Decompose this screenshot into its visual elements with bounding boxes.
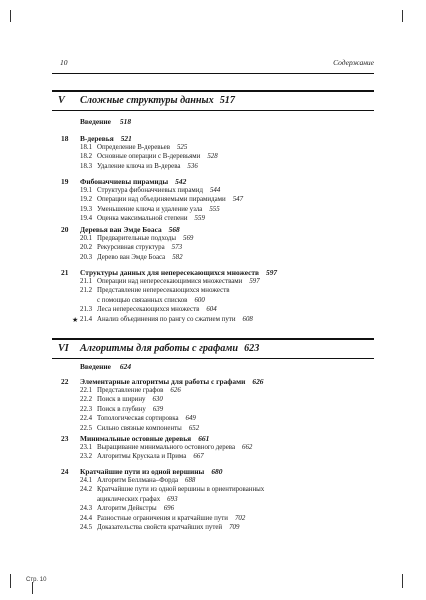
chapter-number: 19 [61,177,69,186]
section-title: Выращивание минимального остовного дерева [97,443,236,451]
section-entry [80,415,196,422]
section-page: 652 [188,424,200,432]
section-entry [80,287,236,294]
chapter-title: Минимальные остовные деревья [80,434,192,443]
part-title-text: Алгоритмы для работы с графами [80,343,239,354]
section-title: Поиск в глубину [97,405,146,413]
section-title: Представление графов [97,386,164,394]
section-entry [80,524,239,531]
chapter-page: 568 [168,225,180,234]
part-title [58,343,259,354]
section-number: 20.3 [80,253,93,261]
section-entry [80,444,252,451]
section-entry [80,406,163,413]
chapter-title: Структуры данных для непересекающихся множеств [80,268,260,277]
section-page: 555 [209,205,220,213]
section-number: 23.1 [80,443,93,451]
section-title: Алгоритм Беллмана–Форда [97,476,179,484]
section-title: Алгоритмы Крускала и Прима [97,453,187,460]
section-title: Структура фибоначчиевых пирамид [97,186,203,194]
section-page: 604 [206,306,217,313]
section-page: 649 [185,415,196,422]
chapter-heading [61,467,222,476]
chapter-title: Деревья ван Эмде Боаса [80,225,162,234]
section-number: 22.1 [80,386,93,394]
section-title: Дерево ван Эмде Боаса [97,253,166,261]
section-page: 559 [194,215,205,222]
crop-mark-bottom-left [10,574,11,588]
section-number: 18.3 [80,162,93,170]
chapter-number: 24 [61,467,69,476]
section-entry [80,515,245,522]
crop-mark-bottom-right [402,574,403,588]
section-title: Операции над объединяемыми пирамидами [97,196,226,203]
chapter-page: 521 [120,134,132,143]
part-rule-bottom [52,110,374,111]
page-number: 10 [60,58,68,67]
part-title [58,95,235,106]
section-page: 547 [232,196,244,203]
section-page: 569 [183,234,194,242]
chapter-page: 542 [175,177,187,186]
section-entry [80,278,260,285]
section-title: Представление непересекающихся множеств [97,287,230,294]
section-number: 22.2 [80,396,93,403]
running-title: Содержание [333,58,374,67]
section-entry [80,396,163,403]
section-entry [80,206,220,213]
section-title: Кратчайшие пути из одной вершины в ориентированных [97,486,265,493]
section-title: Поиск в ширину [97,396,146,403]
section-number: 21.2 [80,287,93,294]
section-number: 22.5 [80,424,93,432]
section-title: Оценка максимальной степени [97,215,188,222]
section-page: 536 [187,162,198,170]
chapter-page: 597 [266,268,278,277]
chapter-heading [61,225,180,234]
section-title: Доказательства свойств кратчайших путей [97,524,223,531]
chapter-number: 18 [61,134,69,143]
intro-entry [80,117,131,126]
section-entry-continuation [97,496,178,503]
section-entry [80,387,181,394]
section-number: 21.3 [80,306,93,313]
crop-mark-top-left [10,10,11,22]
chapter-title: Элементарные алгоритмы для работы с графами [80,377,246,386]
section-page: 626 [170,386,181,394]
part-rule-top [52,90,374,92]
section-entry [80,477,195,484]
section-entry [80,153,218,160]
section-page: 639 [152,405,164,413]
page-footer-label: Стр. 10 [26,577,47,583]
chapter-number: 20 [61,225,69,234]
section-number: 21.1 [80,277,93,285]
section-number: 24.4 [80,514,93,522]
section-entry [80,306,217,313]
section-entry [80,254,183,261]
section-number: 24.3 [80,505,93,512]
starred-section-marker: ★ [72,316,79,324]
chapter-page: 661 [198,434,210,443]
section-number: 19.4 [80,215,93,222]
section-entry-continuation [97,297,205,304]
section-number: 21.4 [80,315,93,323]
section-page: 525 [176,143,188,151]
section-page: 696 [163,505,175,512]
section-number: 19.3 [80,205,93,213]
section-entry [80,505,174,512]
section-title: Разностные ограничения и кратчайшие пути [97,514,228,522]
section-entry [80,215,205,222]
section-entry [80,187,220,194]
section-title: Анализ объединения по рангу со сжатием пути [97,315,236,323]
section-page: 662 [242,443,253,451]
section-page: 597 [249,277,260,285]
part-title-text: Сложные структуры данных [80,95,214,106]
section-entry [80,425,199,432]
section-number: 24.1 [80,476,93,484]
section-entry [80,163,198,170]
part-number: V [58,95,65,106]
section-number: 22.4 [80,415,93,422]
intro-label: Введение [80,362,111,371]
chapter-title: Кратчайшие пути из одной вершины [80,467,205,476]
section-page: 630 [152,396,163,403]
section-entry [80,235,193,242]
chapter-heading [61,434,209,443]
section-page: 702 [234,514,246,522]
section-title: Удаление ключа из B-дерева [97,162,181,170]
section-title: Леса непересекающихся множеств [97,306,200,313]
section-entry [80,316,253,323]
section-number: 22.3 [80,405,93,413]
section-page: 544 [209,186,221,194]
section-page: 528 [207,153,218,160]
section-page: 608 [242,315,253,323]
section-title: Уменьшение ключа и удаление узла [97,205,203,213]
section-number: 20.1 [80,234,93,242]
running-head [52,58,374,72]
intro-entry [80,362,131,371]
section-title: Предварительные подходы [97,234,177,242]
chapter-number: 21 [61,268,69,277]
intro-label: Введение [80,117,111,126]
section-entry [80,453,204,460]
part-number: VI [58,343,69,354]
chapter-heading [61,377,264,386]
section-page: 709 [229,524,240,531]
section-entry [80,486,271,493]
chapter-heading [61,134,132,143]
section-number: 24.5 [80,524,93,531]
chapter-heading [61,268,277,277]
section-number: 18.1 [80,143,93,151]
section-page: 667 [193,453,204,460]
section-title: ациклических графах [97,495,161,503]
section-title: Определение B-деревьев [97,143,170,151]
section-entry [80,244,182,251]
section-number: 23.2 [80,453,93,460]
section-title: Сильно связные компоненты [97,424,182,432]
section-page: 600 [194,296,205,304]
crop-mark-bottom-left-inner [32,582,33,594]
running-head-rule [52,73,374,74]
section-title: Основные операции с B-деревьями [97,153,201,160]
section-entry [80,196,243,203]
chapter-page: 680 [211,467,223,476]
section-title: Операции над непересекающимися множествами [97,277,243,285]
part-page: 623 [244,343,260,354]
crop-mark-top-right [402,10,403,22]
chapter-number: 23 [61,434,69,443]
part-rule-top [52,338,374,340]
section-title: Рекурсивная структура [97,244,165,251]
section-page: 573 [171,244,183,251]
section-number: 24.2 [80,486,93,493]
section-title: Топологическая сортировка [97,415,179,422]
section-page: 688 [185,476,196,484]
section-number: 20.2 [80,244,93,251]
chapter-heading [61,177,186,186]
chapter-title: B-деревья [80,134,114,143]
section-page: 582 [172,253,183,261]
part-page: 517 [219,95,235,106]
section-number: 19.2 [80,196,93,203]
section-number: 18.2 [80,153,93,160]
chapter-page: 626 [252,377,264,386]
section-number: 19.1 [80,186,93,194]
section-entry [80,144,187,151]
chapter-number: 22 [61,377,69,386]
intro-page: 518 [119,117,132,126]
section-page: 693 [167,495,178,503]
intro-page: 624 [119,362,132,371]
part-rule-bottom [52,358,374,359]
section-title: Алгоритм Дейкстры [97,505,157,512]
chapter-title: Фибоначчиевы пирамиды [80,177,169,186]
section-title: с помощью связанных списков [97,296,188,304]
